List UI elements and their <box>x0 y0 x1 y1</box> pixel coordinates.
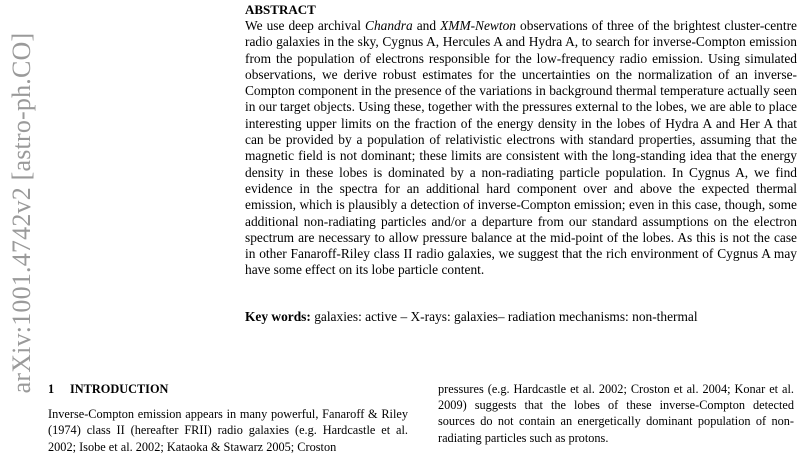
abstract-xmm: XMM-Newton <box>440 18 516 33</box>
abstract-section <box>245 2 797 279</box>
section-title-text: INTRODUCTION <box>70 382 169 396</box>
section-number: 1 <box>48 382 55 396</box>
abstract-text-1: We use deep archival <box>245 18 366 33</box>
keywords-text: galaxies: active – X-rays: galaxies– radiation mechanisms: non-thermal <box>314 309 698 324</box>
abstract-text-2: and <box>412 18 441 33</box>
abstract-text-3: observations of three of the brightest cluster-centre radio galaxies in the sky, Cygnus A, Hercules A and Hydra A, to search for inverse-Compton emission from the population of electrons responsible for the low-frequency radio emission. Using simulated observations, we derive robust estimates for the uncertainties on the normalization of an inverse-Compton component in the presence of the variations in background thermal temperature actually seen in our target objects. Using these, together with the pressures external to the lobes, we are able to place interesting upper limits on the fraction of the energy density in the lobes of Hydra A and Her A that can be provided by a population of relativistic electrons with standard properties, assuming that the magnetic field is not dominant; these limits are consistent with the long-standing idea that the energy density in these lobes is dominated by a non-radiating particle population. In Cygnus A, we find evidence in the spectra for an additional hard component over and above the expected thermal emission, which is plausibly a detection of inverse-Compton emission; even in this case, though, some additional non-radiating particles and/or a departure from our standard assumptions on the electron spectrum are necessary to allow pressure balance at the mid-point of the lobes. As this is not the case in other Fanaroff-Riley class II radio galaxies, we suggest that the rich environment of Cygnus A may have some effect on its lobe particle content. <box>245 18 797 278</box>
section-title <box>48 381 408 397</box>
introduction-column <box>48 381 408 455</box>
abstract-heading: ABSTRACT <box>245 2 316 17</box>
abstract-chandra: Chandra <box>365 18 413 33</box>
right-column-paragraph: pressures (e.g. Hardcastle et al. 2002; Croston et al. 2004; Konar et al. 2009) suggests that the lobes of these inverse-Compton detected sources do not contain an energetically dominant population of non-radiating particles such as protons. <box>438 382 794 445</box>
introduction-paragraph: Inverse-Compton emission appears in many powerful, Fanaroff & Riley (1974) class II (hereafter FRII) radio galaxies (e.g. Hardcastle et al. 2002; Isobe et al. 2002; Kataoka & Stawarz 2005; Croston <box>48 407 408 454</box>
abstract-body <box>245 18 797 279</box>
keywords-line <box>245 308 797 325</box>
arxiv-identifier-sidebar: arXiv:1001.4742v2 [astro-ph.CO] <box>7 32 36 394</box>
keywords-label: Key words: <box>245 309 311 324</box>
